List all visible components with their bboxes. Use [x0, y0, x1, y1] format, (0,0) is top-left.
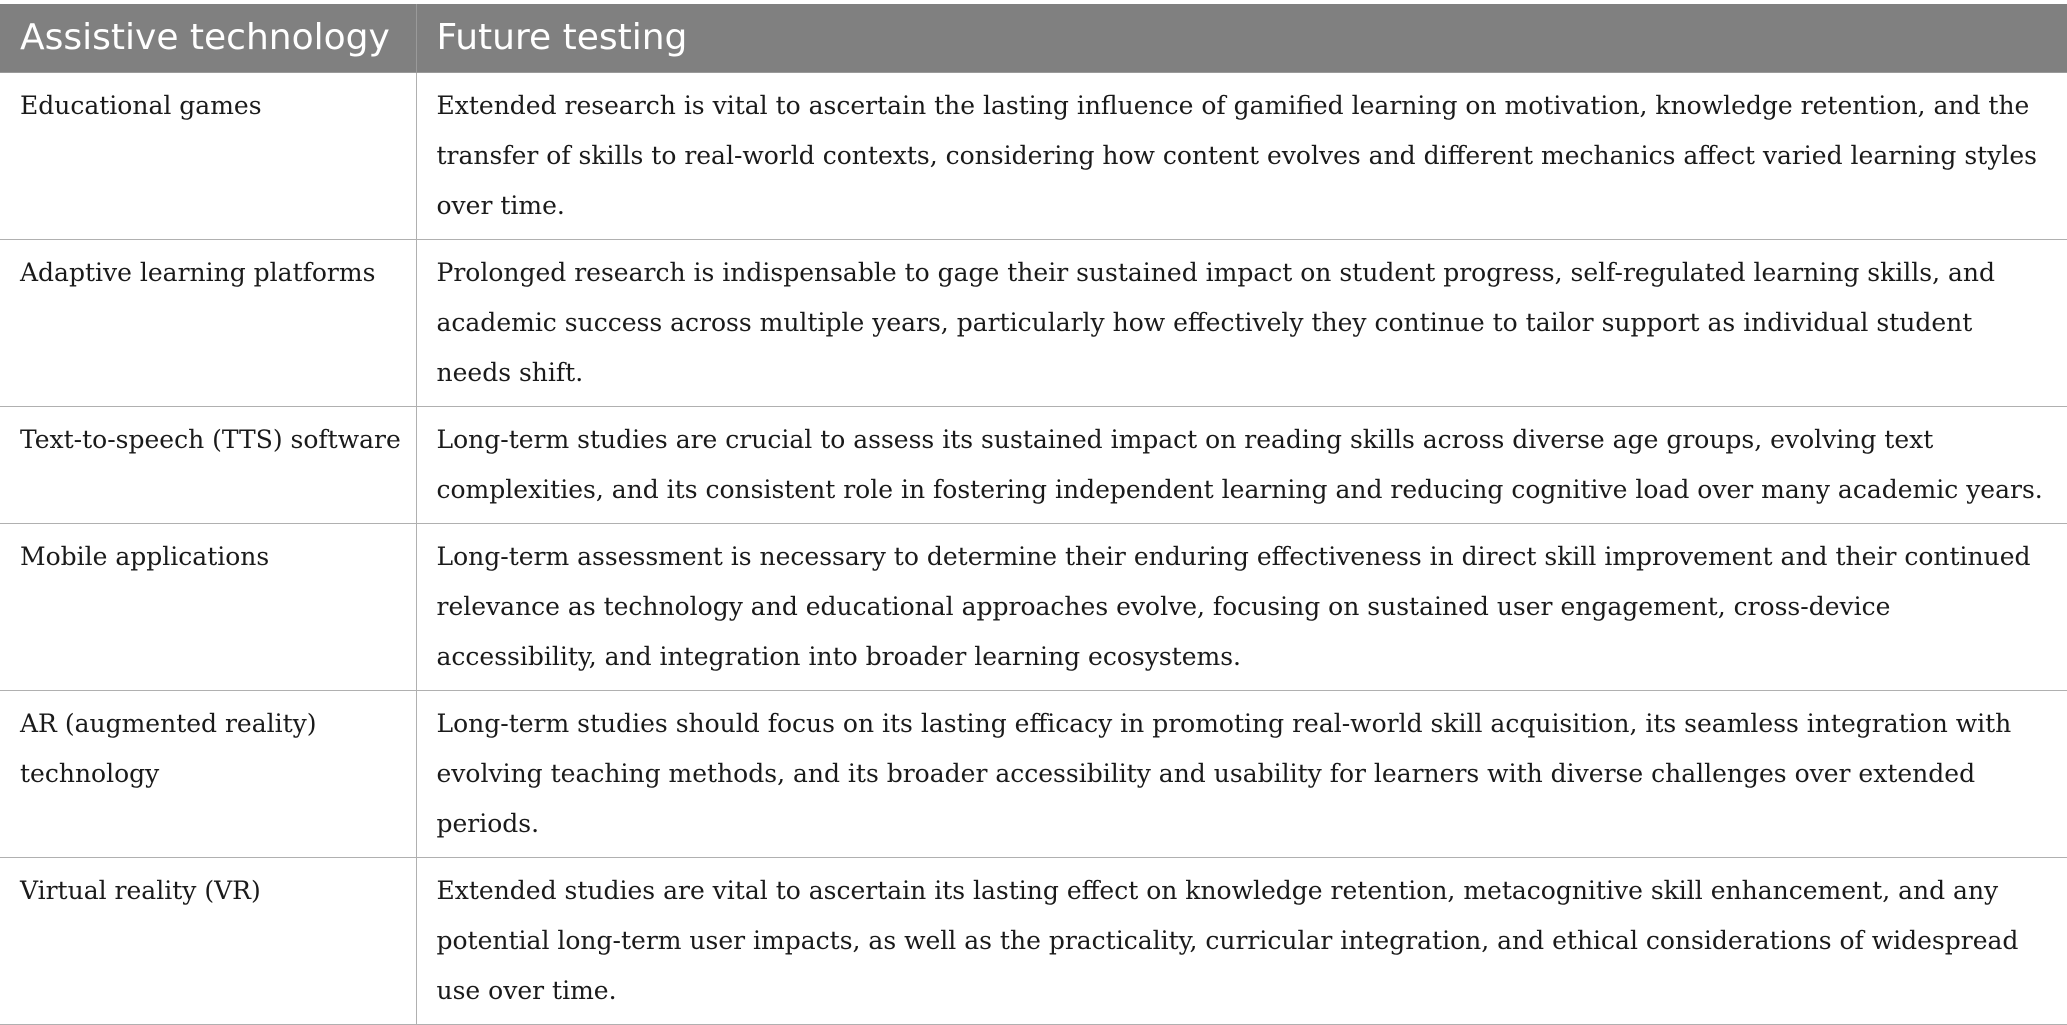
- table-row: [0, 523, 2067, 690]
- cell-technology: Virtual reality (VR): [0, 857, 416, 1024]
- cell-technology: AR (augmented reality) technology: [0, 690, 416, 857]
- cell-future-testing: Long-term studies should focus on its lasting efficacy in promoting real-world skill acquisition, its seamless integration with evolving teaching methods, and its broader accessibility and usability for learners with diverse challenges over extended periods.: [416, 690, 2067, 857]
- header-row: [0, 4, 2067, 72]
- cell-technology: Adaptive learning platforms: [0, 239, 416, 406]
- table-row: [0, 239, 2067, 406]
- assistive-technology-table: [0, 4, 2067, 1025]
- cell-future-testing: Extended research is vital to ascertain the lasting influence of gamified learning on motivation, knowledge retention, and the transfer of skills to real-world contexts, considering how content evolves and different mechanics affect varied learning styles over time.: [416, 72, 2067, 239]
- cell-technology: Text-to-speech (TTS) software: [0, 406, 416, 523]
- cell-technology: Mobile applications: [0, 523, 416, 690]
- header-future-testing: Future testing: [416, 4, 2067, 72]
- table-row: [0, 406, 2067, 523]
- cell-future-testing: Prolonged research is indispensable to gage their sustained impact on student progress, self-regulated learning skills, and academic success across multiple years, particularly how effectively they continue to tailor support as individual student needs shift.: [416, 239, 2067, 406]
- cell-technology: Educational games: [0, 72, 416, 239]
- cell-future-testing: Long-term studies are crucial to assess its sustained impact on reading skills across diverse age groups, evolving text complexities, and its consistent role in fostering independent learning and reducing cognitive load over many academic years.: [416, 406, 2067, 523]
- cell-future-testing: Long-term assessment is necessary to determine their enduring effectiveness in direct skill improvement and their continued relevance as technology and educational approaches evolve, focusing on sustained user engagement, cross-device accessibility, and integration into broader learning ecosystems.: [416, 523, 2067, 690]
- assistive-technology-table-container: [0, 4, 2067, 1025]
- header-assistive-technology: Assistive technology: [0, 4, 416, 72]
- table-row: [0, 72, 2067, 239]
- table-row: [0, 857, 2067, 1024]
- cell-future-testing: Extended studies are vital to ascertain its lasting effect on knowledge retention, metacognitive skill enhancement, and any potential long-term user impacts, as well as the practicality, curricular integration, and ethical considerations of widespread use over time.: [416, 857, 2067, 1024]
- table-row: [0, 690, 2067, 857]
- table-body: [0, 72, 2067, 1024]
- table-header: [0, 4, 2067, 72]
